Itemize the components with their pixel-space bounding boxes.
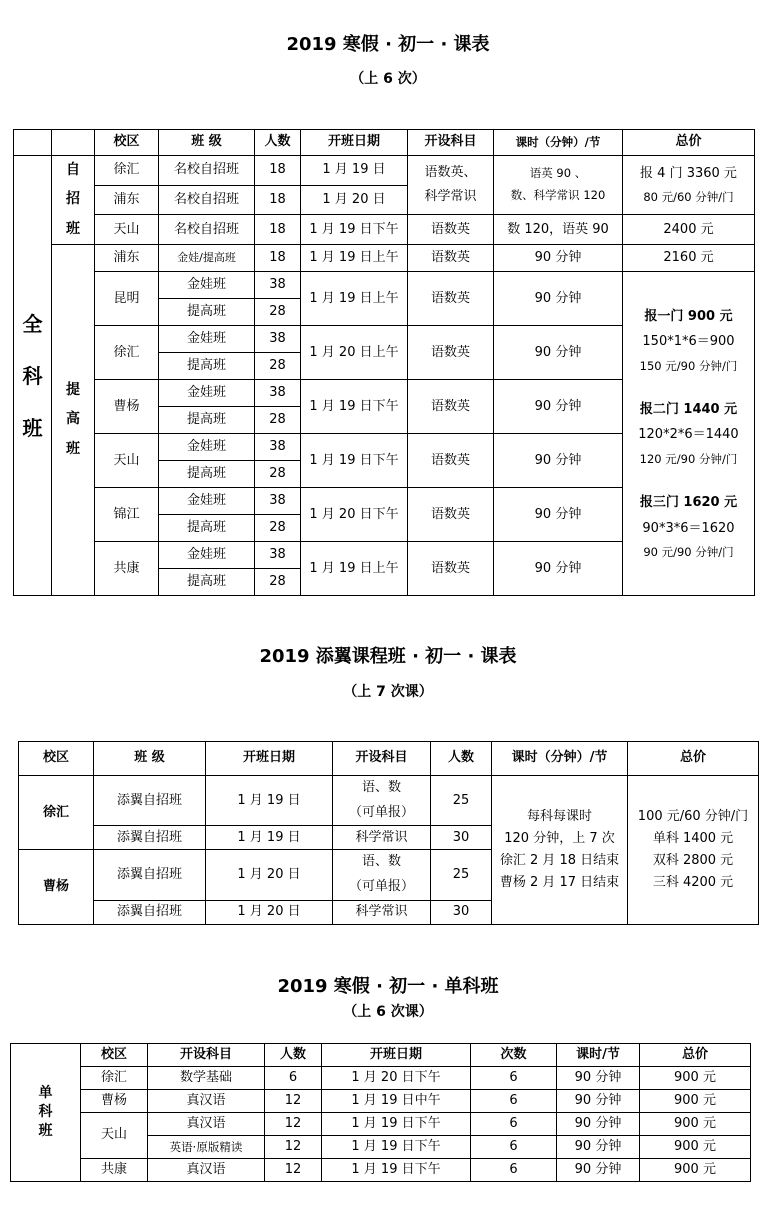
count-cell: 12 <box>265 1113 322 1136</box>
col-header-count: 人数 <box>431 742 492 776</box>
col-header-count: 人数 <box>255 130 301 156</box>
count-cell: 38 <box>255 488 301 515</box>
class-cell: 金娃班 <box>159 326 255 353</box>
date-cell: 1 月 19 日中午 <box>322 1090 471 1113</box>
table-row <box>14 215 755 245</box>
col-header-subjects: 开设科目 <box>333 742 431 776</box>
times-cell: 6 <box>471 1113 557 1136</box>
count-cell: 38 <box>255 380 301 407</box>
price-cell: 900 元 <box>640 1067 751 1090</box>
count-cell: 18 <box>255 156 301 186</box>
col-header-lesson-length: 课时（分钟）/节 <box>492 742 628 776</box>
date-cell: 1 月 20 日 <box>206 900 333 924</box>
times-cell: 6 <box>471 1067 557 1090</box>
count-cell: 25 <box>431 850 492 900</box>
price-cell: 900 元 <box>640 1090 751 1113</box>
subjects-cell: 语数英 <box>408 542 494 596</box>
col-header-campus: 校区 <box>95 130 159 156</box>
section2-subtitle: （上 7 次课） <box>343 684 433 700</box>
count-cell: 28 <box>255 461 301 488</box>
lesson-length-cell: 90 分钟 <box>557 1136 640 1159</box>
count-cell: 18 <box>255 185 301 215</box>
campus-cell: 徐汇 <box>81 1067 148 1090</box>
col-header-start-date: 开班日期 <box>206 742 333 776</box>
corner-cell <box>14 130 52 156</box>
table-row <box>11 1090 751 1113</box>
lesson-length-cell: 数 120，语英 90 <box>494 215 623 245</box>
subject-cell: 真汉语 <box>148 1159 265 1182</box>
date-cell: 1 月 19 日上午 <box>301 542 408 596</box>
campus-cell: 昆明 <box>95 272 159 326</box>
subjects-cell: 语数英、 科学常识 <box>408 156 494 215</box>
section1-title: 2019 寒假 · 初一 · 课表 <box>286 34 490 55</box>
subjects-cell: 科学常识 <box>333 826 431 850</box>
group-label-single-subject: 单 科 班 <box>11 1044 81 1182</box>
campus-cell: 徐汇 <box>19 776 94 850</box>
subjects-cell: 语、数 （可单报） <box>333 850 431 900</box>
subjects-cell: 语数英 <box>408 272 494 326</box>
group-label-tigao: 提 高 班 <box>52 245 95 596</box>
date-cell: 1 月 19 日 <box>206 826 333 850</box>
date-cell: 1 月 19 日下午 <box>322 1136 471 1159</box>
tianyi-schedule-table <box>18 741 759 925</box>
subject-cell: 真汉语 <box>148 1113 265 1136</box>
subjects-cell: 语数英 <box>408 245 494 272</box>
lesson-length-cell: 90 分钟 <box>494 245 623 272</box>
class-cell: 提高班 <box>159 515 255 542</box>
count-cell: 28 <box>255 353 301 380</box>
count-cell: 28 <box>255 299 301 326</box>
lesson-length-cell: 90 分钟 <box>557 1113 640 1136</box>
campus-cell: 共康 <box>81 1159 148 1182</box>
campus-cell: 徐汇 <box>95 156 159 186</box>
subject-cell: 数学基础 <box>148 1067 265 1090</box>
col-header-total-price: 总价 <box>623 130 755 156</box>
table-header-row <box>19 742 759 776</box>
date-cell: 1 月 20 日下午 <box>322 1067 471 1090</box>
subjects-cell: 语数英 <box>408 380 494 434</box>
lesson-length-cell: 90 分钟 <box>494 488 623 542</box>
lesson-length-cell: 90 分钟 <box>557 1090 640 1113</box>
lesson-length-cell: 每科每课时 120 分钟，上 7 次 徐汇 2 月 18 日结束 曹杨 2 月 17 日结束 <box>492 776 628 925</box>
count-cell: 28 <box>255 515 301 542</box>
subjects-cell: 语数英 <box>408 488 494 542</box>
col-header-class: 班 级 <box>94 742 206 776</box>
date-cell: 1 月 19 日下午 <box>301 434 408 488</box>
col-header-count: 人数 <box>265 1044 322 1067</box>
date-cell: 1 月 19 日上午 <box>301 245 408 272</box>
tiered-price-cell: 报一门 900 元 150*1*6＝900 150 元/90 分钟/门 报二门 1440 元 120*2*6＝1440 120 元/90 分钟/门 报三门 1620 元 90*3*6＝1620 90 元/90 分钟/门 <box>623 272 755 596</box>
class-cell: 提高班 <box>159 353 255 380</box>
count-cell: 38 <box>255 542 301 569</box>
table-row <box>19 776 759 826</box>
date-cell: 1 月 19 日 <box>301 156 408 186</box>
table-row <box>11 1067 751 1090</box>
date-cell: 1 月 19 日下午 <box>301 215 408 245</box>
section3-title: 2019 寒假 · 初一 · 单科班 <box>277 976 499 997</box>
date-cell: 1 月 20 日上午 <box>301 326 408 380</box>
lesson-length-cell: 语英 90 、 数、科学常识 120 <box>494 156 623 215</box>
col-header-campus: 校区 <box>19 742 94 776</box>
count-cell: 25 <box>431 776 492 826</box>
price-cell: 900 元 <box>640 1159 751 1182</box>
col-header-subjects: 开设科目 <box>408 130 494 156</box>
lesson-length-cell: 90 分钟 <box>557 1159 640 1182</box>
times-cell: 6 <box>471 1159 557 1182</box>
class-cell: 提高班 <box>159 407 255 434</box>
subjects-cell: 语数英 <box>408 326 494 380</box>
section1-subtitle: （上 6 次） <box>350 71 426 87</box>
class-cell: 提高班 <box>159 569 255 596</box>
section3-subtitle: （上 6 次课） <box>343 1004 433 1020</box>
col-header-start-date: 开班日期 <box>322 1044 471 1067</box>
price-cell: 2160 元 <box>623 245 755 272</box>
campus-cell: 浦东 <box>95 245 159 272</box>
class-cell: 名校自招班 <box>159 185 255 215</box>
count-cell: 38 <box>255 434 301 461</box>
count-cell: 12 <box>265 1090 322 1113</box>
count-cell: 30 <box>431 826 492 850</box>
col-header-total-price: 总价 <box>628 742 759 776</box>
class-cell: 金娃/提高班 <box>159 245 255 272</box>
class-cell: 名校自招班 <box>159 156 255 186</box>
group-label-fullsubject: 全 科 班 <box>14 156 52 596</box>
price-cell: 900 元 <box>640 1136 751 1159</box>
subjects-cell: 语、数 （可单报） <box>333 776 431 826</box>
date-cell: 1 月 19 日 <box>206 776 333 826</box>
section2-title: 2019 添翼课程班 · 初一 · 课表 <box>259 646 517 667</box>
times-cell: 6 <box>471 1090 557 1113</box>
campus-cell: 曹杨 <box>81 1090 148 1113</box>
date-cell: 1 月 20 日 <box>206 850 333 900</box>
subjects-cell: 语数英 <box>408 215 494 245</box>
col-header-lesson-length: 课时/节 <box>557 1044 640 1067</box>
campus-cell: 曹杨 <box>95 380 159 434</box>
campus-cell: 共康 <box>95 542 159 596</box>
price-cell: 100 元/60 分钟/门 单科 1400 元 双科 2800 元 三科 4200 元 <box>628 776 759 925</box>
campus-cell: 锦江 <box>95 488 159 542</box>
campus-cell: 曹杨 <box>19 850 94 924</box>
date-cell: 1 月 19 日下午 <box>322 1159 471 1182</box>
date-cell: 1 月 20 日 <box>301 185 408 215</box>
count-cell: 38 <box>255 326 301 353</box>
date-cell: 1 月 20 日下午 <box>301 488 408 542</box>
class-cell: 添翼自招班 <box>94 900 206 924</box>
table-row <box>14 245 755 272</box>
count-cell: 18 <box>255 215 301 245</box>
class-cell: 添翼自招班 <box>94 850 206 900</box>
lesson-length-cell: 90 分钟 <box>494 380 623 434</box>
count-cell: 6 <box>265 1067 322 1090</box>
col-header-subjects: 开设科目 <box>148 1044 265 1067</box>
times-cell: 6 <box>471 1136 557 1159</box>
campus-cell: 天山 <box>95 215 159 245</box>
table-row <box>11 1159 751 1182</box>
col-header-total-price: 总价 <box>640 1044 751 1067</box>
table-header-row <box>11 1044 751 1067</box>
col-header-start-date: 开班日期 <box>301 130 408 156</box>
class-cell: 提高班 <box>159 461 255 488</box>
subjects-cell: 语数英 <box>408 434 494 488</box>
lesson-length-cell: 90 分钟 <box>494 542 623 596</box>
date-cell: 1 月 19 日下午 <box>322 1113 471 1136</box>
price-cell: 2400 元 <box>623 215 755 245</box>
count-cell: 28 <box>255 407 301 434</box>
class-cell: 金娃班 <box>159 542 255 569</box>
class-cell: 金娃班 <box>159 380 255 407</box>
count-cell: 18 <box>255 245 301 272</box>
campus-cell: 天山 <box>81 1113 148 1159</box>
class-cell: 添翼自招班 <box>94 826 206 850</box>
campus-cell: 徐汇 <box>95 326 159 380</box>
col-header-times: 次数 <box>471 1044 557 1067</box>
campus-cell: 浦东 <box>95 185 159 215</box>
table-row <box>11 1113 751 1136</box>
corner-cell <box>52 130 95 156</box>
table-header-row <box>14 130 755 156</box>
count-cell: 30 <box>431 900 492 924</box>
lesson-length-cell: 90 分钟 <box>494 272 623 326</box>
class-cell: 添翼自招班 <box>94 776 206 826</box>
class-cell: 名校自招班 <box>159 215 255 245</box>
lesson-length-cell: 90 分钟 <box>494 434 623 488</box>
subjects-cell: 科学常识 <box>333 900 431 924</box>
price-cell: 报 4 门 3360 元 80 元/60 分钟/门 <box>623 156 755 215</box>
table-row <box>14 156 755 186</box>
count-cell: 28 <box>255 569 301 596</box>
count-cell: 12 <box>265 1136 322 1159</box>
subject-cell: 英语·原版精读 <box>148 1136 265 1159</box>
table-row <box>14 272 755 299</box>
lesson-length-cell: 90 分钟 <box>557 1067 640 1090</box>
class-cell: 金娃班 <box>159 272 255 299</box>
date-cell: 1 月 19 日上午 <box>301 272 408 326</box>
lesson-length-cell: 90 分钟 <box>494 326 623 380</box>
fullsubject-schedule-table <box>13 129 755 596</box>
class-cell: 金娃班 <box>159 434 255 461</box>
single-subject-table <box>10 1043 751 1182</box>
count-cell: 38 <box>255 272 301 299</box>
col-header-campus: 校区 <box>81 1044 148 1067</box>
group-label-zizhao: 自 招 班 <box>52 156 95 245</box>
price-cell: 900 元 <box>640 1113 751 1136</box>
class-cell: 金娃班 <box>159 488 255 515</box>
subject-cell: 真汉语 <box>148 1090 265 1113</box>
date-cell: 1 月 19 日下午 <box>301 380 408 434</box>
col-header-lesson-length: 课时（分钟）/节 <box>494 130 623 156</box>
class-cell: 提高班 <box>159 299 255 326</box>
col-header-class: 班 级 <box>159 130 255 156</box>
campus-cell: 天山 <box>95 434 159 488</box>
count-cell: 12 <box>265 1159 322 1182</box>
